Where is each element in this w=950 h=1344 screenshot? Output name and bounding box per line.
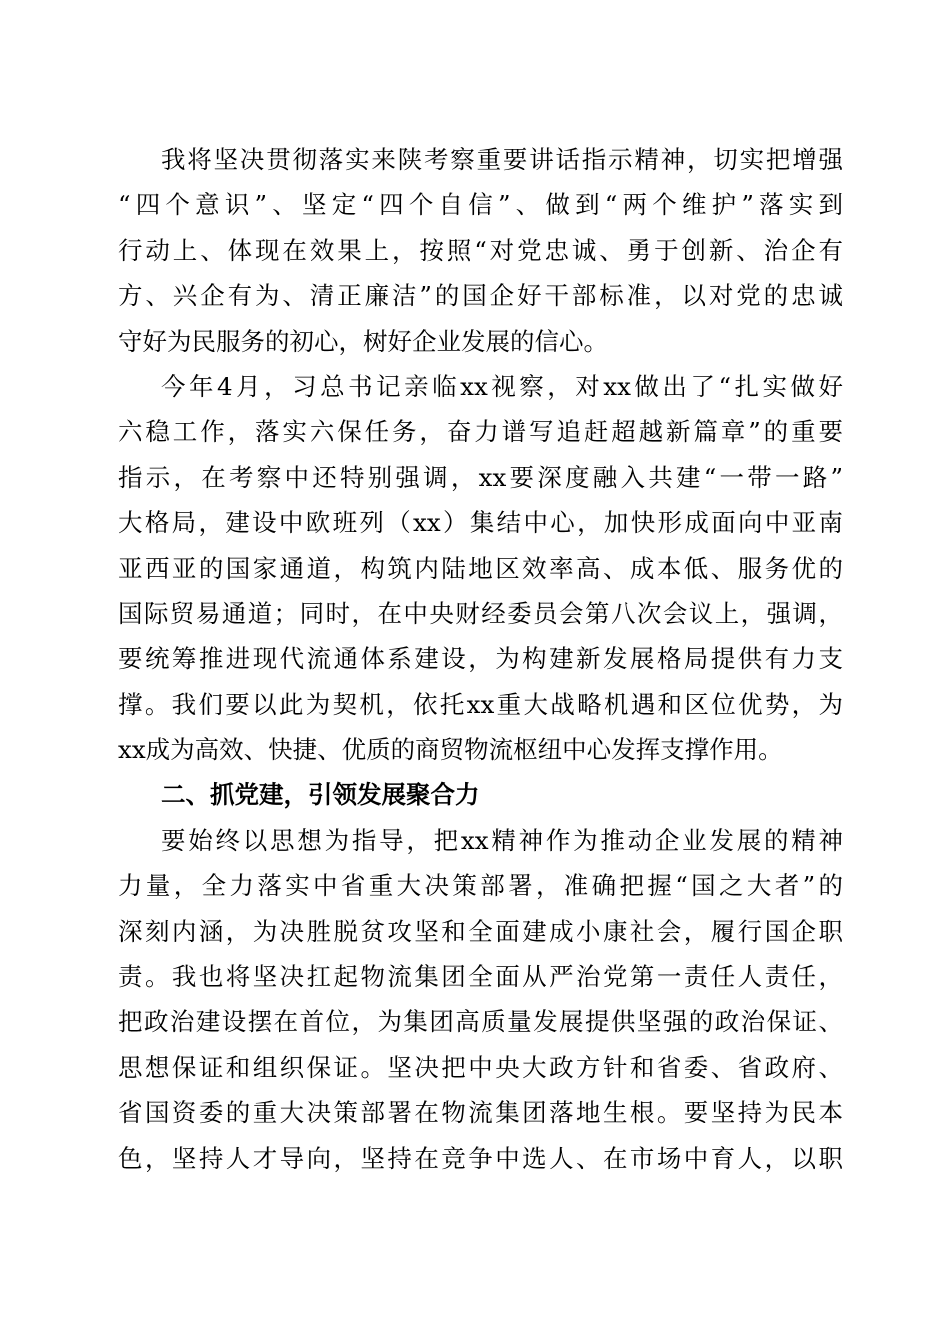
paragraph-line: 国际贸易通道；同时，在中央财经委员会第八次会议上，强调， bbox=[118, 598, 843, 628]
paragraph-line: 行动上、体现在效果上，按照“对党忠诚、勇于创新、治企有 bbox=[118, 235, 843, 265]
paragraph-line: 守好为民服务的初心，树好企业发展的信心。 bbox=[118, 326, 608, 356]
paragraph-line: 指示，在考察中还特别强调，xx要深度融入共建“一带一路” bbox=[118, 462, 843, 492]
paragraph-line: 省国资委的重大决策部署在物流集团落地生根。要坚持为民本 bbox=[118, 1098, 843, 1128]
paragraph-line: 力量，全力落实中省重大决策部署，准确把握“国之大者”的 bbox=[118, 871, 843, 901]
paragraph-line: “四个意识”、坚定“四个自信”、做到“两个维护”落实到 bbox=[118, 190, 843, 220]
section-heading: 二、抓党建，引领发展聚合力 bbox=[161, 780, 480, 810]
paragraph-line: 今年4月，习总书记亲临xx视察，对xx做出了“扎实做好 bbox=[161, 371, 843, 401]
paragraph-line: 大格局，建设中欧班列（xx）集结中心，加快形成面向中亚南 bbox=[118, 508, 843, 538]
paragraph-line: 六稳工作，落实六保任务，奋力谱写追赶超越新篇章”的重要 bbox=[118, 417, 843, 447]
paragraph-line: 要始终以思想为指导，把xx精神作为推动企业发展的精神 bbox=[161, 825, 843, 855]
paragraph-line: 思想保证和组织保证。坚决把中央大政方针和省委、省政府、 bbox=[118, 1052, 843, 1082]
paragraph-line: 我将坚决贯彻落实来陕考察重要讲话指示精神，切实把增强 bbox=[161, 145, 843, 174]
document-body bbox=[118, 137, 843, 1181]
paragraph-line: 色，坚持人才导向，坚持在竞争中选人、在市场中育人，以职 bbox=[118, 1143, 843, 1173]
paragraph-line: 撑。我们要以此为契机，依托xx重大战略机遇和区位优势，为 bbox=[118, 689, 843, 719]
paragraph-line: 方、兴企有为、清正廉洁”的国企好干部标准，以对党的忠诚 bbox=[118, 281, 843, 311]
paragraph-line: xx成为高效、快捷、优质的商贸物流枢纽中心发挥支撑作用。 bbox=[118, 735, 783, 765]
paragraph-line: 要统筹推进现代流通体系建设，为构建新发展格局提供有力支 bbox=[118, 644, 843, 674]
paragraph-line: 把政治建设摆在首位，为集团高质量发展提供坚强的政治保证、 bbox=[118, 1007, 843, 1037]
paragraph-line: 深刻内涵，为决胜脱贫攻坚和全面建成小康社会，履行国企职 bbox=[118, 916, 843, 946]
paragraph-line: 亚西亚的国家通道，构筑内陆地区效率高、成本低、服务优的 bbox=[118, 553, 843, 583]
paragraph-line: 责。我也将坚决扛起物流集团全面从严治党第一责任人责任， bbox=[118, 962, 843, 992]
